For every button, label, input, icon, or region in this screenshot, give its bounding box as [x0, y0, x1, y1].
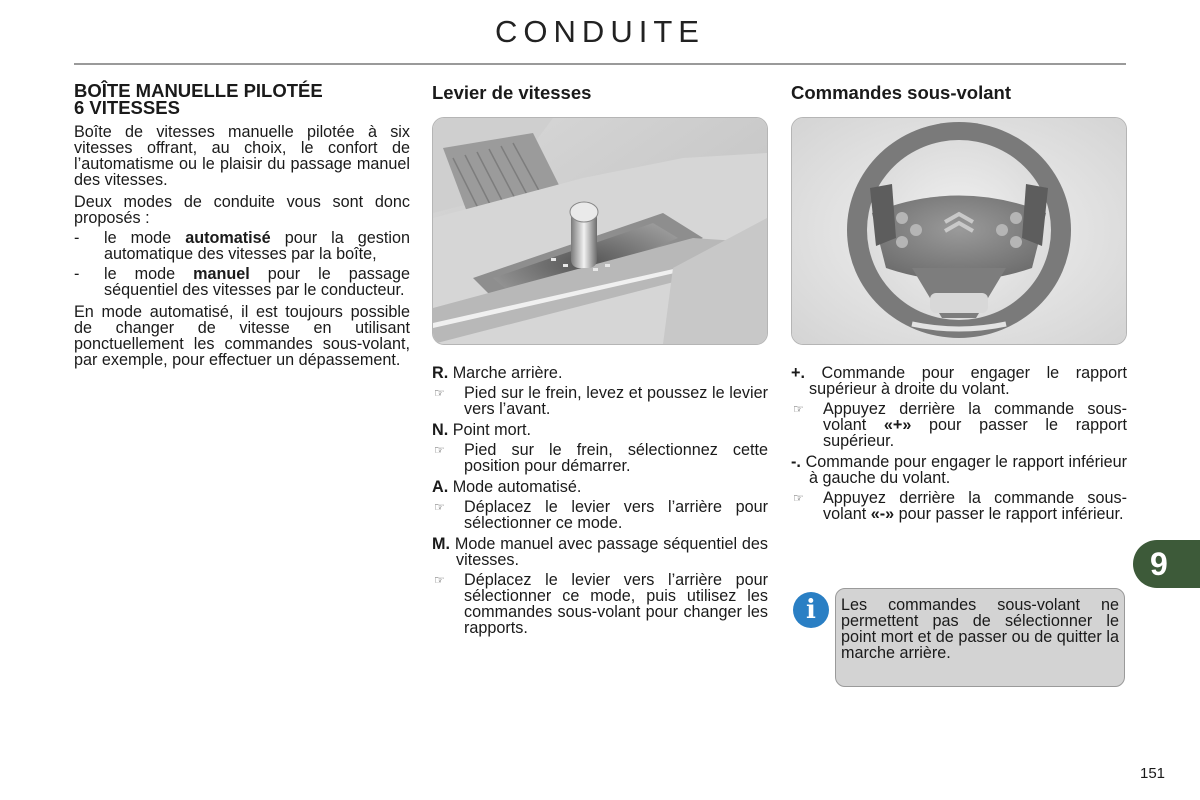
- bullet-manual-mode: [74, 266, 410, 298]
- gear-r-step: ☞ Pied sur le frein, levez et poussez le levier vers l’avant.: [434, 384, 768, 418]
- heading-line-2: 6 VITESSES: [74, 97, 180, 118]
- gear-a: A. Mode automatisé.: [432, 478, 582, 496]
- bullet-marker: -: [74, 265, 80, 283]
- gear-m: M. Mode manuel avec passage séquentiel des vitesses.: [432, 535, 768, 569]
- bullet-text: le mode automatisé pour la gestion automatique des vitesses par la boîte,: [104, 229, 410, 263]
- pointing-hand-icon: ☞: [793, 491, 804, 505]
- gear-a-step: ☞ Déplacez le levier vers l’arrière pour sélectionner ce mode.: [434, 498, 768, 532]
- paddle-plus: +. Commande pour engager le rapport supérieur à droite du volant.: [791, 364, 1128, 398]
- bullet-text: le mode manuel pour le passage séquentiel des vitesses par le conducteur.: [104, 265, 410, 299]
- intro-paragraph: Boîte de vitesses manuelle pilotée à six vitesses offrant, au choix, le confort de l’automatisme ou le plaisir du passage manuel des vitesses.: [74, 123, 410, 189]
- paddle-minus: -. Commande pour engager le rapport inférieur à gauche du volant.: [791, 453, 1127, 487]
- gear-n: N. Point mort.: [432, 421, 531, 439]
- pointing-hand-icon: ☞: [434, 443, 445, 457]
- gear-lever-illustration: [432, 117, 768, 345]
- bullet-automatic-mode: [74, 230, 410, 262]
- page-number: 151: [1140, 765, 1166, 782]
- pointing-hand-icon: ☞: [793, 402, 804, 416]
- heading-line-1: BOÎTE MANUELLE PILOTÉE: [74, 80, 323, 101]
- gear-n-step: ☞ Pied sur le frein, sélectionnez cette position pour démarrer.: [434, 441, 768, 475]
- column-manual-gearbox: [74, 82, 410, 368]
- paddle-minus-step: ☞ Appuyez derrière la commande sous-volant «-» pour passer le rapport inférieur.: [793, 489, 1127, 523]
- gear-m-step: ☞ Déplacez le levier vers l’arrière pour sélectionner ce mode, puis utilisez les commandes sous-volant pour changer les rapports.: [434, 571, 768, 637]
- paddle-plus-step: ☞ Appuyez derrière la commande sous-volant «+» pour passer le rapport supérieur.: [793, 400, 1127, 450]
- section-heading-lever: Levier de vitesses: [432, 82, 592, 103]
- closing-paragraph: En mode automatisé, il est toujours possible de changer de vitesse en utilisant ponctuellement les commandes sous-volant, par exemple, pour effectuer un dépassement.: [74, 303, 410, 369]
- section-heading-gearbox: [74, 82, 410, 116]
- section-heading-steering: Commandes sous-volant: [791, 82, 1011, 103]
- column-steering-controls: [791, 82, 1127, 522]
- header-rule: [74, 63, 1126, 65]
- gear-r: R. Marche arrière.: [432, 364, 563, 382]
- bullet-marker: -: [74, 229, 80, 247]
- pointing-hand-icon: ☞: [434, 500, 445, 514]
- pointing-hand-icon: ☞: [434, 573, 445, 587]
- info-icon: i: [793, 592, 829, 628]
- info-note-text: Les commandes sous-volant ne permettent pas de sélectionner le point mort et de passer ou de quitter la marche arrière.: [841, 596, 1119, 662]
- pointing-hand-icon: ☞: [434, 386, 445, 400]
- steering-wheel-illustration: [791, 117, 1127, 345]
- modes-intro-paragraph: Deux modes de conduite vous sont donc proposés :: [74, 193, 410, 227]
- page-title: CONDUITE: [495, 14, 705, 49]
- column-gear-lever: [432, 82, 768, 636]
- chapter-number: 9: [1150, 546, 1168, 582]
